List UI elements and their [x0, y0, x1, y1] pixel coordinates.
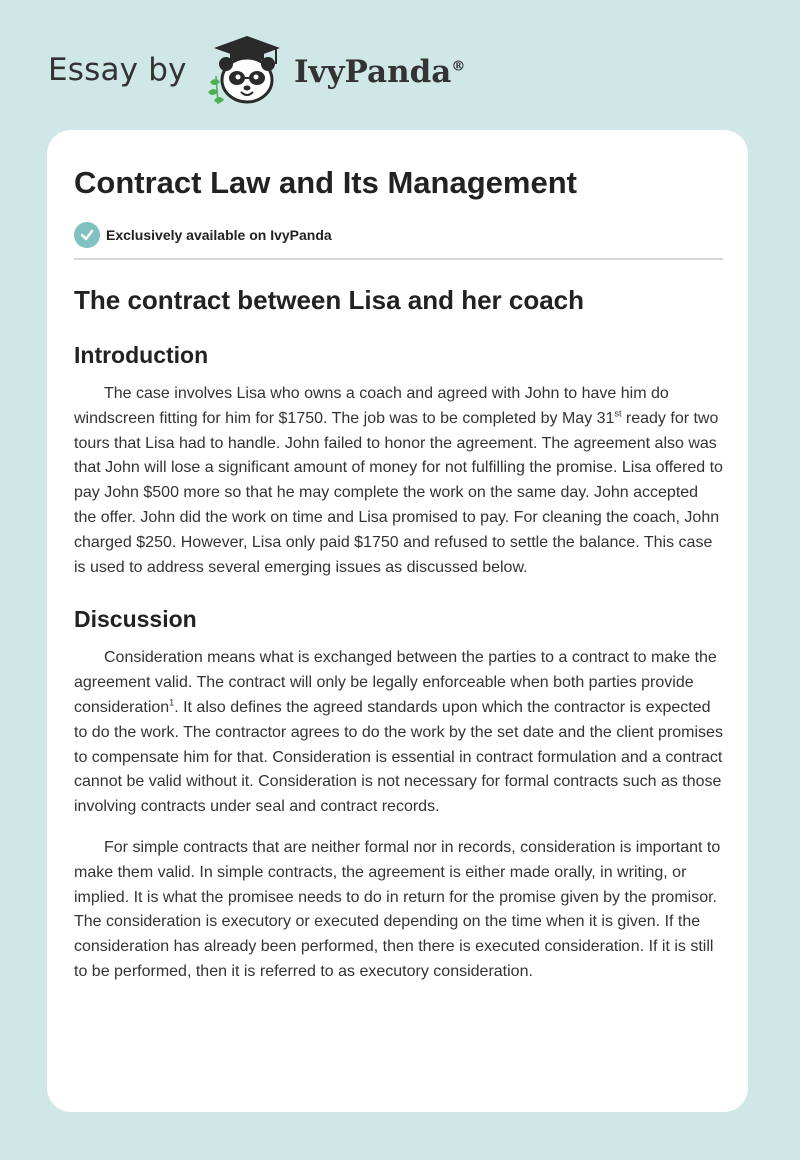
badge-label: Exclusively available on IvyPanda: [106, 227, 332, 243]
essay-by-label: Essay by: [48, 52, 187, 88]
paragraph: For simple contracts that are neither formal nor in records, consideration is important to make them valid. In simple contracts, the agreement is either made orally, in writing, or implied. It is what the promisee needs to do in return for the promise given by the promisor. The consideration is executory or executed depending on the time when it is given. If the consideration has already been performed, then there is executed consideration. If it is still to be performed, then it is referred to as executory consideration.: [74, 838, 721, 980]
article-card: [47, 130, 748, 1112]
site-header: [48, 34, 748, 114]
paragraph: Consideration means what is exchanged between the parties to a contract to make the agreement valid. The contract will only be legally enforceable when both parties provide consideration$^1$. It also defines the agreed standards upon which the contractor is expected to do the work. The contractor agrees to do the work by the set date and the client promises to compensate him for that. Consideration is essential in contract formulation and a contract cannot be valid without it. Consideration is not necessary for formal contracts such as those involving contracts under seal and contract records.: [74, 649, 723, 816]
paragraph: The case involves Lisa who owns a coach and agreed with John to have him do windscreen fitting for him for $1750. The job was to be completed by May 31st ready for two tours that Lisa had to handle. John failed to honor the agreement. The agreement also was that John will lose a significant amount of money for not fulfilling the promise. Lisa offered to pay John $500 more so that he may complete the work on the same day. John accepted the offer. John did the work on time and Lisa promised to pay. For cleaning the coach, John charged $250. However, Lisa only paid $1750 and refused to settle the balance. This case is used to address several emerging issues as discussed below.: [74, 385, 723, 576]
exclusive-badge: [74, 222, 723, 248]
page-title: Contract Law and Its Management: [74, 165, 577, 200]
footnote-ref[interactable]: 1: [169, 697, 175, 708]
section-heading-introduction: Introduction: [74, 342, 209, 368]
section-heading-discussion: Discussion: [74, 606, 197, 633]
article-subtitle: The contract between Lisa and her coach: [74, 285, 585, 315]
brand-name[interactable]: IvyPanda®: [294, 54, 466, 90]
registered-mark: ®: [451, 58, 466, 75]
ivypanda-logo-icon[interactable]: [202, 34, 292, 108]
divider: [74, 258, 723, 260]
check-icon: [74, 222, 100, 248]
